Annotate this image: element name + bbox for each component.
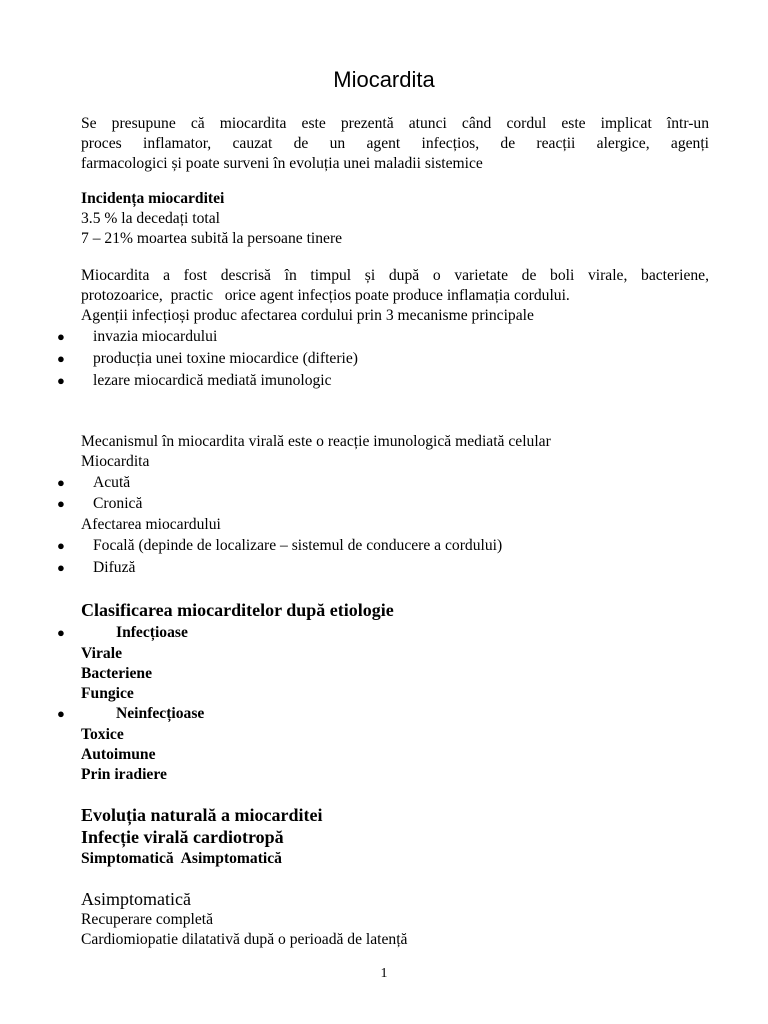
viral-line-2: Miocardita bbox=[81, 453, 150, 470]
asymptomatic-heading: Asimptomatică bbox=[81, 889, 191, 909]
bullet-icon: ● bbox=[57, 496, 65, 511]
asymptomatic-line-1: Recuperare completă bbox=[81, 911, 214, 928]
incidence-heading: Incidența miocarditei bbox=[81, 190, 225, 207]
viral-line-1: Mecanismul în miocardita virală este o reacție imunologică mediată celular bbox=[81, 433, 551, 450]
mechanism-2: producția unei toxine miocardice (difterie) bbox=[93, 350, 358, 367]
intro-line-1: Se presupune că miocardita este prezentă atunci când cordul este implicat într-un bbox=[81, 115, 709, 132]
noninfectious-toxic: Toxice bbox=[81, 726, 124, 743]
bullet-icon: ● bbox=[57, 538, 65, 553]
affect-diffuse: Difuză bbox=[93, 559, 136, 576]
noninfectious-autoimmune: Autoimune bbox=[81, 746, 156, 763]
page-number: 1 bbox=[380, 966, 388, 981]
infectious-bacterial: Bacteriene bbox=[81, 665, 153, 682]
bullet-icon: ● bbox=[57, 351, 65, 366]
description-line-1: Miocardita a fost descrisă în timpul și după o varietate de boli virale, bacteriene, bbox=[81, 267, 709, 284]
intro-line-3: farmacologici și poate surveni în evoluția unei maladii sistemice bbox=[81, 155, 483, 172]
incidence-line-1: 3.5 % la decedați total bbox=[81, 210, 220, 227]
bullet-icon: ● bbox=[57, 625, 65, 640]
page-title: Miocardita bbox=[333, 67, 435, 92]
noninfectious-label: Neinfecțioase bbox=[116, 705, 205, 722]
bullet-icon: ● bbox=[57, 329, 65, 344]
infectious-fungal: Fungice bbox=[81, 685, 134, 702]
bullet-icon: ● bbox=[57, 706, 65, 721]
bullet-icon: ● bbox=[57, 475, 65, 490]
evolution-subline: Simptomatică Asimptomatică bbox=[81, 850, 282, 867]
infectious-viral: Virale bbox=[81, 645, 122, 662]
description-line-2: protozoarice, practic orice agent infecțios poate produce inflamația cordului. bbox=[81, 287, 570, 304]
bullet-icon: ● bbox=[57, 560, 65, 575]
affect-focal: Focală (depinde de localizare – sistemul de conducere a cordului) bbox=[93, 537, 503, 554]
incidence-line-2: 7 – 21% moartea subită la persoane tinere bbox=[81, 230, 343, 247]
noninfectious-radiation: Prin iradiere bbox=[81, 766, 167, 783]
type-chronic: Cronică bbox=[93, 495, 143, 512]
asymptomatic-line-2: Cardiomiopatie dilatativă după o perioadă de latență bbox=[81, 931, 408, 948]
type-acute: Acută bbox=[93, 474, 131, 491]
evolution-heading-2: Infecție virală cardiotropă bbox=[81, 827, 284, 847]
mechanism-3: lezare miocardică mediată imunologic bbox=[93, 372, 332, 389]
infectious-label: Infecțioase bbox=[116, 624, 188, 641]
intro-line-2: proces inflamator, cauzat de un agent infecțios, de reacții alergice, agenți bbox=[81, 135, 709, 152]
evolution-heading-1: Evoluția naturală a miocarditei bbox=[81, 805, 323, 825]
description-line-3: Agenții infecțioși produc afectarea cordului prin 3 mecanisme principale bbox=[81, 307, 534, 324]
bullet-icon: ● bbox=[57, 373, 65, 388]
affect-label: Afectarea miocardului bbox=[81, 516, 221, 533]
classification-heading: Clasificarea miocarditelor după etiologie bbox=[81, 600, 394, 620]
mechanism-1: invazia miocardului bbox=[93, 328, 218, 345]
